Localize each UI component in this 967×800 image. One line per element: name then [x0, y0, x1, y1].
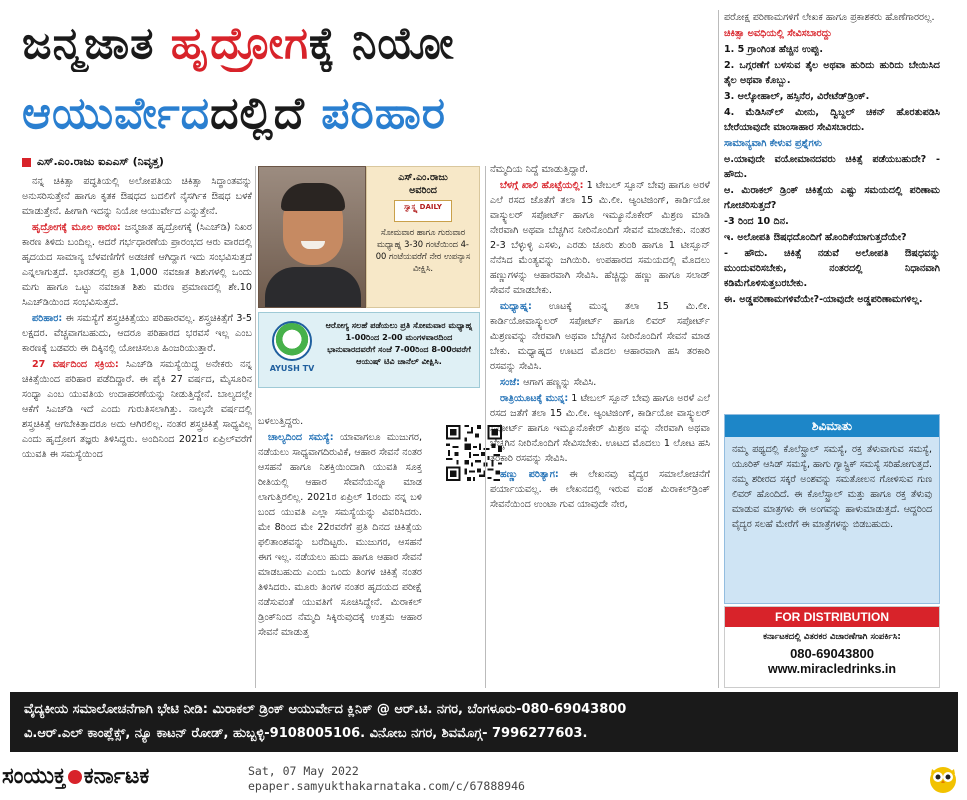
edition-date: Sat, 07 May 2022 [248, 764, 359, 778]
column-divider [485, 166, 486, 688]
list-item: 1. 5 ಗ್ರಾಂಗಿಂತ ಹೆಚ್ಚಿನ ಉಪ್ಪು. [724, 44, 824, 55]
paragraph-text: ಈ ಸಮಸ್ಯೆಗೆ ಶಸ್ತ್ರಚಿಕಿತ್ಸೆಯು ಪರಿಹಾರವಲ್ಲ. ಶಸ್ತ್ರಚಿಕಿತ್ಸೆಗೆ 3-5 ಲಕ್ಷದರ. ವೆಚ್ಚವಾಗಬಹುದು, ಆದರೂ ಪರಿಹಾರದ ಭರವಸೆ ಇಲ್ಲ ಎಂಬ ಕಾರಣಕ್ಕೆ ಬಡವರು ಈ ದಿಕ್ಕಿನಲ್ಲಿ ಯೋಚಿಸಲೂ ಹಿಂಜರಿಯುತ್ತಾರೆ. [22, 313, 252, 354]
paragraph-text: ಆಗಾಗ ಹಣ್ಣನ್ನು ಸೇವಿಸಿ. [520, 377, 597, 388]
bullet-square-icon [22, 158, 31, 167]
distribution-text: ಕರ್ನಾಟಕದಲ್ಲಿ ವಿತರಕರ ವಿಚಾರಣೆಗಾಗಿ ಸಂಪರ್ಕಿಸಿ: [763, 632, 901, 642]
subheading: ಸಾಮಾನ್ಯವಾಗಿ ಕೇಳುವ ಪ್ರಶ್ನೆಗಳು [724, 138, 822, 149]
paragraph: ನೆಮ್ಮದಿಯ ನಿದ್ದೆ ಮಾಡುತ್ತಿದ್ದಾರೆ. [490, 164, 589, 175]
byline [22, 152, 282, 172]
headline-2b: ದಲ್ಲಿದೆ [210, 88, 322, 139]
column-divider [255, 166, 256, 688]
paragraph-text: 1 ಟೇಬಲ್ ಸ್ಪೂನ್ ಬೇವು ಹಾಗೂ ಅರಳೆ ಎಲೆ ರಸದ ಜೊತೆಗೆ ತಲಾ 15 ಮಿ.ಲೀ. ಆ್ಯಂಟಿಜಿಂಗ್, ಕಾರ್ಡಿಯೋ ವಾಸ್ಕ್ಯುಲರ್ ಸಪೋರ್ಟ್ ಹಾಗೂ ಇಮ್ಯೂನೊಕೇರ್ ಮಿಶ್ರಣ ಮಾಡಿ ನೇರವಾಗಿ ಅಥವಾ ಬೆಚ್ಚಗಿನ ನೀರಿನೊಂದಿಗೆ ಸೇವನೆ ಮಾಡಬೇಕು. ನಂತರ 2-3 ಬೆಳ್ಳುಳ್ಳಿ ಎಸಳು, ಎರಡು ಚೂರು ಶುಂಠಿ ಹಾಗೂ 1 ಟೀಸ್ಪೂನ್ ನೆನೆಸಿದ ಮೆಂತ್ಯವನ್ನು ಜಗಿಯಿರಿ. ಉಪಹಾರದ ಸಮಯದಲ್ಲಿ ಮೊದಲು ಹಣ್ಣುಗಳನ್ನು ಆಹಾರವಾಗಿ ಸೇವಿಸಿ. ಹೆಚ್ಚಿದ್ದು ಹಣ್ಣು ಹಾಗೂ ಸಲಾಡ್ ಸೇವನೆ ಮಾಡಬೇಕು. [490, 180, 710, 296]
article-column-4 [724, 10, 940, 410]
banner-line-2: ವಿ.ಆರ್.ಎಲ್ ಕಾಂಪ್ಲೆಕ್ಸ್, ನ್ಯೂ ಕಾಟನ್ ರೋಡ್, ಹುಬ್ಬಳ್ಳಿ-9108005106. ವಿನೋಬ ನಗರ, ಶಿವಮೊಗ್ಗ- 7996277603. [24, 726, 588, 741]
subheading: ಬೆಳಗ್ಗೆ ಖಾಲಿ ಹೊಟ್ಟೆಯಲ್ಲಿ: [500, 180, 584, 191]
faq-item: ಅ.ಯಾವುದೇ ವಯೋಮಾನದವರು ಚಿಕಿತ್ಸೆ ಪಡೆಯಬಹುದೇ? - ಹೌದು. [724, 154, 940, 180]
ayush-tv-text: ಆರೋಗ್ಯ ಸಲಹೆ ಪಡೆಯಲು ಪ್ರತಿ ಸೋಮವಾರ ಮಧ್ಯಾಹ್ನ 1-00ರಿಂದ 2-00 ಮಂಗಳವಾರದಿಂದ ಭಾನುವಾರದವರೆಗೆ ಸಂಜೆ 7-00ರಿಂದ 8-00ರವರೆಗೆ ಆಯುಷ್ ಟಿವಿ ಚಾನೆಲ್ ವೀಕ್ಷಿಸಿ. [325, 320, 473, 366]
headline-line-1 [22, 16, 712, 72]
paragraph [490, 375, 710, 390]
ayush-logo-icon [272, 321, 312, 361]
lecture-info-box [366, 166, 480, 308]
list-item: 4. ಮೆಡಿಸಿನ್‌ಲ್ ಮೀನು, ದ್ವಿಬ್ದಲ್ ಚಿಕನ್ ಹೊರತುಪಡಿಸಿ ಬೇರೆಯಾವುದೇ ಮಾಂಸಾಹಾರ ಸೇವಿಸಬಾರದು. [724, 107, 940, 133]
headline-line-2 [22, 84, 712, 144]
distribution-title: FOR DISTRIBUTION [725, 607, 939, 627]
paragraph [490, 467, 710, 512]
paragraph: ಬಳಲುತ್ತಿದ್ದರು. [258, 416, 304, 427]
faq-answer: -3 ರಿಂದ 10 ದಿನ. [724, 216, 789, 227]
distribution-website: www.miracledrinks.in [767, 662, 897, 676]
paragraph-text: ಈ ಲೇಖನವು ವೈದ್ಯರ ಸಮಾಲೋಚನೆಗೆ ಪರ್ಯಾಯವಲ್ಲ. ಈ ಲೇಖನದಲ್ಲಿ ಇರುವ ವಂಶ ಮಿರಾಕಲ್‌ಡ್ರಿಂಕ್ ಸೇವನೆಯಿಂದ ಉಂಟಾ ಗುವ ಯಾವುದೇ ನೇರ, [490, 469, 710, 510]
headline-2c: ಪರಿಹಾರ [321, 88, 447, 139]
list-item: 2. ಒಗ್ಗರಣೆಗೆ ಬಳಸುವ ತೈಲ ಅಥವಾ ಹುರಿದು ಹುರಿದು ಬೇಯಿಸಿದ ತೈಲ ಅಥವಾ ಕೊಬ್ಬು. [724, 60, 940, 86]
subheading: ಹಣ್ಣು ಪರಿತ್ಯಾಗ: [500, 469, 559, 480]
masthead-logo-icon [68, 770, 82, 784]
subheading: ಚಾಲ್ಯದಿಂದ ಸಮಸ್ಯೆ: [268, 432, 334, 443]
distribution-box [724, 606, 940, 688]
paragraph-text: ಊಟಕ್ಕೆ ಮುನ್ನ ತಲಾ 15 ಮಿ.ಲೀ. ಕಾರ್ಡಿಯೋವಾಸ್ಕ್ಯುಲರ್ ಸಪೋರ್ಟ್ ಹಾಗೂ ಲಿವರ್ ಸಪೋರ್ಟ್ ಮಿಶ್ರಣವನ್ನು ನೇರವಾಗಿ ಅಥವಾ ಬೆಚ್ಚಗಿನ ನೀರಿನೊಂದಿಗೆ ಸೇವನೆ ಮಾಡ ಬೇಕು. ಮಧ್ಯಾಹ್ನದ ಊಟದ ಮೊದಲ ಆಹಾರವಾಗಿ ಹಸಿ ತರಕಾರಿ ರಸವನ್ನು ಸೇವಿಸಿ. [490, 301, 710, 372]
headline-1a: ಜನ್ಮಜಾತ [22, 18, 171, 69]
article-column-1 [22, 174, 252, 688]
faq-item: ಆ. ಮಿರಾಕಲ್ ಡ್ರಿಂಕ್ ಚಿಕಿತ್ಸೆಯ ಎಷ್ಟು ಸಮಯದಲ್ಲಿ ಪರಿಣಾಮ ಗೋಚರಿಸುತ್ತದೆ? [724, 185, 940, 211]
channel-logo: ಸ್ವಾಸ್ಥ್ಯ DAILY [394, 200, 452, 222]
paragraph: ಪರೋಕ್ಷ ಪರಿಣಾಮಗಳಿಗೆ ಲೇಖಕ ಹಾಗೂ ಪ್ರಕಾಶಕರು ಹೊಣೆಗಾರರಲ್ಲ. [724, 12, 935, 23]
paragraph: ನನ್ನ ಚಿಕಿತ್ಸಾ ಪದ್ಧತಿಯಲ್ಲಿ ಅಲೋಪತಿಯ ಚಿಕಿತ್ಸಾ ಸಿದ್ಧಾಂತವನ್ನು ಅನುಸರಿಸುತ್ತೇನೆ ಹಾಗೂ ಕೃತಕ ಔಷಧದ ಬದಲಿಗೆ ನೈಸರ್ಗಿಕ ಔಷಧ ಬಳಕೆ ಮಾಡುತ್ತೇನೆ. ಹೀಗಾಗಿ ಇದನ್ನು ನಿಯೋ ಆಯುರ್ವೇದ ಎನ್ನುತ್ತೇನೆ. [22, 176, 252, 217]
paragraph [22, 311, 252, 356]
epaper-url[interactable]: epaper.samyukthakarnataka.com/c/67888946 [248, 779, 525, 793]
clinic-address-banner [10, 692, 958, 752]
byline-text: ಎಸ್.ಎಂ.ರಾಜು ಐಎಎಸ್ (ನಿವೃತ್ತ) [37, 155, 164, 168]
faq-item: ಈ. ಅಡ್ಡಪರಿಣಾಮಗಳಿವೆಯೇ?-ಯಾವುದೇ ಅಡ್ಡಪರಿಣಾಮಗಳಿಲ್ಲ. [724, 294, 923, 305]
headline-2a: ಆಯುರ್ವೇದ [22, 88, 211, 139]
owl-icon [928, 762, 958, 794]
headline-1c: ಕ್ಕೆ ನಿಯೋ [308, 18, 455, 69]
faq-answer: - ಹೌದು. ಚಿಕಿತ್ಸೆ ನಡುವೆ ಅಲೋಪತಿ ಔಷಧವನ್ನು ಮುಂದುವರಿಸಬೇಕು, ನಂತರದಲ್ಲಿ ನಿಧಾನವಾಗಿ ಕಡಿಮೆಗೊಳಿಸುತ್ತಬರಬೇಕು. [724, 248, 940, 289]
headline-1b: ಹೃದ್ರೋಗ [170, 18, 309, 69]
ayush-tv-logo [263, 321, 321, 383]
ayush-tv-label: AYUSH TV [269, 364, 315, 373]
subheading: ಮಧ್ಯಾಹ್ನ: [500, 301, 532, 312]
subheading: ಹೃದ್ರೋಗಕ್ಕೆ ಮೂಲ ಕಾರಣ: [32, 222, 121, 233]
paragraph-text: ಯಾವಾಗಲೂ ಮುಜುಗರ, ನಡೆಯಲು ಸಾಧ್ಯವಾಗದಿರುವಿಕೆ, ಆಹಾರ ಸೇವನೆ ನಂತರ ಆಸಹನೆ ಹಾಗೂ ನಿಶಕ್ತಿಯಿಂದಾಗಿ ಯುವತಿ ಸೂಕ್ತ ರೀತಿಯಲ್ಲಿ ಆಹಾರ ಸೇವನೆಯನ್ನೂ ಮಾಡ ಲಾಗುತ್ತಿರಲಿಲ್ಲ. 2021ರ ಏಪ್ರಿಲ್ 1ರಂದು ನನ್ನ ಬಳಿ ಬಂದ ಯುವತಿ ಎಲ್ಲಾ ಸಮಸ್ಯೆಯನ್ನು ವಿವರಿಸಿದರು. ಮೇ 8ರಿಂದ ಮೇ 22ರವರೆಗೆ ಪ್ರತಿ ದಿನದ ಚಿಕಿತ್ಸೆಯ ಫಲಿತಾಂಶವನ್ನು ಬರೆದಿಟ್ಟರು. ಮುಜುಗರ, ಆಸಹನೆ ಈಗ ಇಲ್ಲ. ನಡೆಯಲು ಹುದು ಹಾಗೂ ಆಹಾರ ಸೇವನೆ ಮಾಡಬಹುದು ಎಂದು ಒಂದು ತಿಂಗಳ ಚಿಕಿತ್ಸೆ ನಂತರ ತಿಳಿಸಿದರು. ಮೂರು ತಿಂಗಳ ನಂತರ ಹೃದಯದ ಪರೀಕ್ಷೆ ನಡೆಸುವಂತೆ ಯುವತಿಗೆ ಸೂಚಿಸಿದ್ದೇನೆ. ಮಿರಾಕಲ್ ಡ್ರಿಂಕ್‌ನಿಂದ ನೆಮ್ಮದಿ ಸಿಕ್ಕಿರುವುದಕ್ಕೆ ಉತ್ತಮ ಆಹಾರ ಸೇವನೆ ಮಾಡುತ್ತ [258, 432, 422, 638]
paragraph-text: ಸಿಎಚ್‌ಡಿ ಸಮಸ್ಯೆಯಿದ್ದ ಅನೇಕರು ನನ್ನ ಚಿಕಿತ್ಸೆಯಿಂದ ಪರಿಹಾರ ಪಡೆದಿದ್ದಾರೆ. ಈ ಪೈಕಿ 27 ವರ್ಷದ, ಮೈಸೂರಿನ ಸಂಧ್ಯಾ ಎಂಬ ಯುವತಿಯ ಉದಾಹರಣೆಯನ್ನು ನೀಡುತ್ತಿದ್ದೇನೆ. ಬಾಲ್ಯದಲ್ಲೇ ಆಕೆಗೆ ಸಿಎಚ್‌ಡಿ ಇದೆ ಎಂದು ಗುರುತಿಸಲಾಗಿತ್ತು. ನಾಲ್ಕನೇ ವರ್ಷದಲ್ಲಿ ಶಸ್ತ್ರಚಿಕಿತ್ಸೆ ಆಗಬೇಕಿತ್ತಾದರೂ ಅದು ಆಗಿರಲಿಲ್ಲ. ನಂತರ ಶಸ್ತ್ರಚಿಕಿತ್ಸೆ ಸಾಧ್ಯವಿಲ್ಲ ಎಂದು ಹೃದ್ರೋಗ ತಜ್ಞರು ತಿಳಿಸಿದ್ದರು. ಅಂದಿನಿಂದ 2021ರ ಏಪ್ರಿಲ್‌ವರೆಗೆ ಯುವತಿ ಈ ಸಮಸ್ಯೆಯಿಂದ [22, 359, 252, 460]
info-text: ಸೋಮವಾರ ಹಾಗೂ ಗುರುವಾರ ಮಧ್ಯಾಹ್ನ 3-30 ಗಂಟೆಯಿಂದ 4-00 ಗಂಟೆಯವರೆಗೆ ನೇರ ಉಪನ್ಯಾಸ ವೀಕ್ಷಿಸಿ. [375, 227, 471, 273]
shivamathu-box [724, 414, 940, 604]
ayush-tv-box [258, 312, 480, 388]
article-column-3 [490, 162, 710, 688]
paragraph [490, 391, 710, 466]
author-photo [258, 166, 366, 308]
info-name-suffix: ಅವರಿಂದ [409, 185, 437, 196]
paragraph [490, 299, 710, 374]
paragraph [22, 220, 252, 310]
subheading: 27 ವರ್ಷದಿಂದ ಸಕ್ರಿಯ: [32, 359, 119, 370]
banner-line-1: ವೈದ್ಯಕೀಯ ಸಮಾಲೋಚನೆಗಾಗಿ ಭೇಟಿ ನೀಡಿ: ಮಿರಾಕಲ್ ಡ್ರಿಂಕ್ ಆಯುರ್ವೇದ ಕ್ಲಿನಿಕ್ @ ಆರ್.ಟಿ. ನಗರ, ಬೆಂಗಳೂರು-080-69043800 [24, 702, 627, 717]
subheading: ಸಂಜೆ: [500, 377, 521, 388]
masthead-part-2: ಕರ್ನಾಟಕ [83, 764, 150, 789]
newspaper-masthead [2, 762, 242, 792]
paragraph-text: 1 ಟೇಬಲ್ ಸ್ಪೂನ್ ಬೇವು ಹಾಗೂ ಅರಳೆ ಎಲೆ ರಸದ ಜತೆಗೆ ತಲಾ 15 ಮಿ.ಲೀ. ಆ್ಯಂಟಿಜಿಂಗ್, ಕಾರ್ಡಿಯೋ ವಾಸ್ಕ್ಯುಲರ್ ಸಪೋರ್ಟ್ ಹಾಗೂ ಇಮ್ಯೂನೊಕೇರ್ ಮಿಶ್ರಣ ವನ್ನು ನೇರವಾಗಿ ಅಥವಾ ಬೆಚ್ಚಗಿನ ನೀರಿನೊಂದಿಗೆ ಸೇವಿಸಬೇಕು. ಊಟದ ಮೊದಲು 1 ಲೋಟ ಹಸಿ ತರಕಾರಿ ರಸವನ್ನು ಸೇವಿಸಿ. [490, 393, 710, 464]
subheading: ಚಿಕಿತ್ಸಾ ಅವಧಿಯಲ್ಲಿ ಸೇವಿಸಬಾರದ್ದು [724, 28, 832, 39]
shivamathu-body: ನಮ್ಮ ಪಥ್ಯದಲ್ಲಿ ಕೊಲೆಸ್ಟ್ರಾಲ್ ಸಮಸ್ಯೆ, ರಕ್ತ ತೆಳುವಾಗುವ ಸಮಸ್ಯೆ, ಯೂರಿಕ್ ಆಸಿಡ್ ಸಮಸ್ಯೆ, ಹಾಗು ಗ್ಯಾಸ್ಟ್ರಿಕ್ ಸಮಸ್ಯೆ ಸರಿಹೋಗುತ್ತದೆ. ನಮ್ಮ ಶರೀರದ ಸಕ್ಕರೆ ಅಂಶವನ್ನು ಸಮತೋಲನ ಗೋಳಿಸುವ ಗುಣ ಲಿವರ್ ಹೊಂದಿದೆ. ಈ ಕೊಲೆಸ್ಟ್ರಾಲ್ ಮತ್ತು ಹಾಗೂ ರಕ್ತ ತೆಳುವು ಮಾಡುವ ಮಾತ್ರಗಳು ಈ ಅಂಗವನ್ನು ಹಾಳುಮಾಡುತ್ತದೆ. ಆದ್ದರಿಂದ ವೈದ್ಯರ ಸಲಹೆ ಮೇರೆಗೆ ಈ ಮಾತ್ರೆಗಳನ್ನು ಬಿಡಬಹುದು. [732, 444, 932, 530]
subheading: ಪರಿಹಾರ: [32, 313, 63, 324]
shivamathu-title: ಶಿವಿಮಾತು [725, 415, 939, 437]
subheading: ರಾತ್ರಿಯೂಟಕ್ಕೆ ಮುನ್ನ: [500, 393, 569, 404]
info-name: ಎಸ್.ಎಂ.ರಾಜು [398, 172, 448, 183]
masthead-part-1: ಸಂಯುಕ್ತ [2, 764, 66, 789]
paragraph [490, 178, 710, 298]
column-divider [718, 10, 719, 688]
distribution-phone: 080-69043800 [790, 646, 874, 661]
list-item: 3. ಆಲ್ಕೋಹಾಲ್, ಹಸ್ಸಿನೆರ, ವಿರೇಟೆಡ್‌ಡ್ರಿಂಕ್. [724, 91, 870, 102]
faq-item: ಇ. ಅಲೋಪತಿ ಔಷಧದೊಂದಿಗೆ ಹೊಂದಿಕೆಯಾಗುತ್ತದೆಯೇ? [724, 232, 907, 243]
paragraph-text: ಜನ್ಮಜಾತ ಹೃದ್ರೋಗಕ್ಕೆ (ಸಿಎಚ್‌ಡಿ) ನಿಖರ ಕಾರಣ ತಿಳಿದು ಬಂದಿಲ್ಲ. ಆದರೆ ಗರ್ಭಧಾರಣೆಯ ಪ್ರಾರಂಭದ ಆರು ವಾರದಲ್ಲಿ ಹೃದಯದ ಸಾಮಾನ್ಯ ಬೆಳವಣಿಗೆಗೆ ಅಡಚಣೆ ಆಗಿದ್ದಾಗ ಇದು ಸಂಭವಿಸುತ್ತದೆ ಎನ್ನಲಾಗುತ್ತದೆ. ಭಾರತದಲ್ಲಿ ಪ್ರತಿ 1,000 ನವಜಾತ ಶಿಶುಗಳಲ್ಲಿ ಒಂದು ಮಗು ಹಾಗೂ ಒಟ್ಟು ನವಜಾತ ಶಿಶು ಮರಣ ಪ್ರಮಾಣದಲ್ಲಿ ಶೇ.10 ಸಿಎಚ್‌ಡಿಯಿಂದ ಸಂಭವಿಸುತ್ತದೆ. [22, 222, 252, 308]
paragraph [22, 357, 252, 462]
